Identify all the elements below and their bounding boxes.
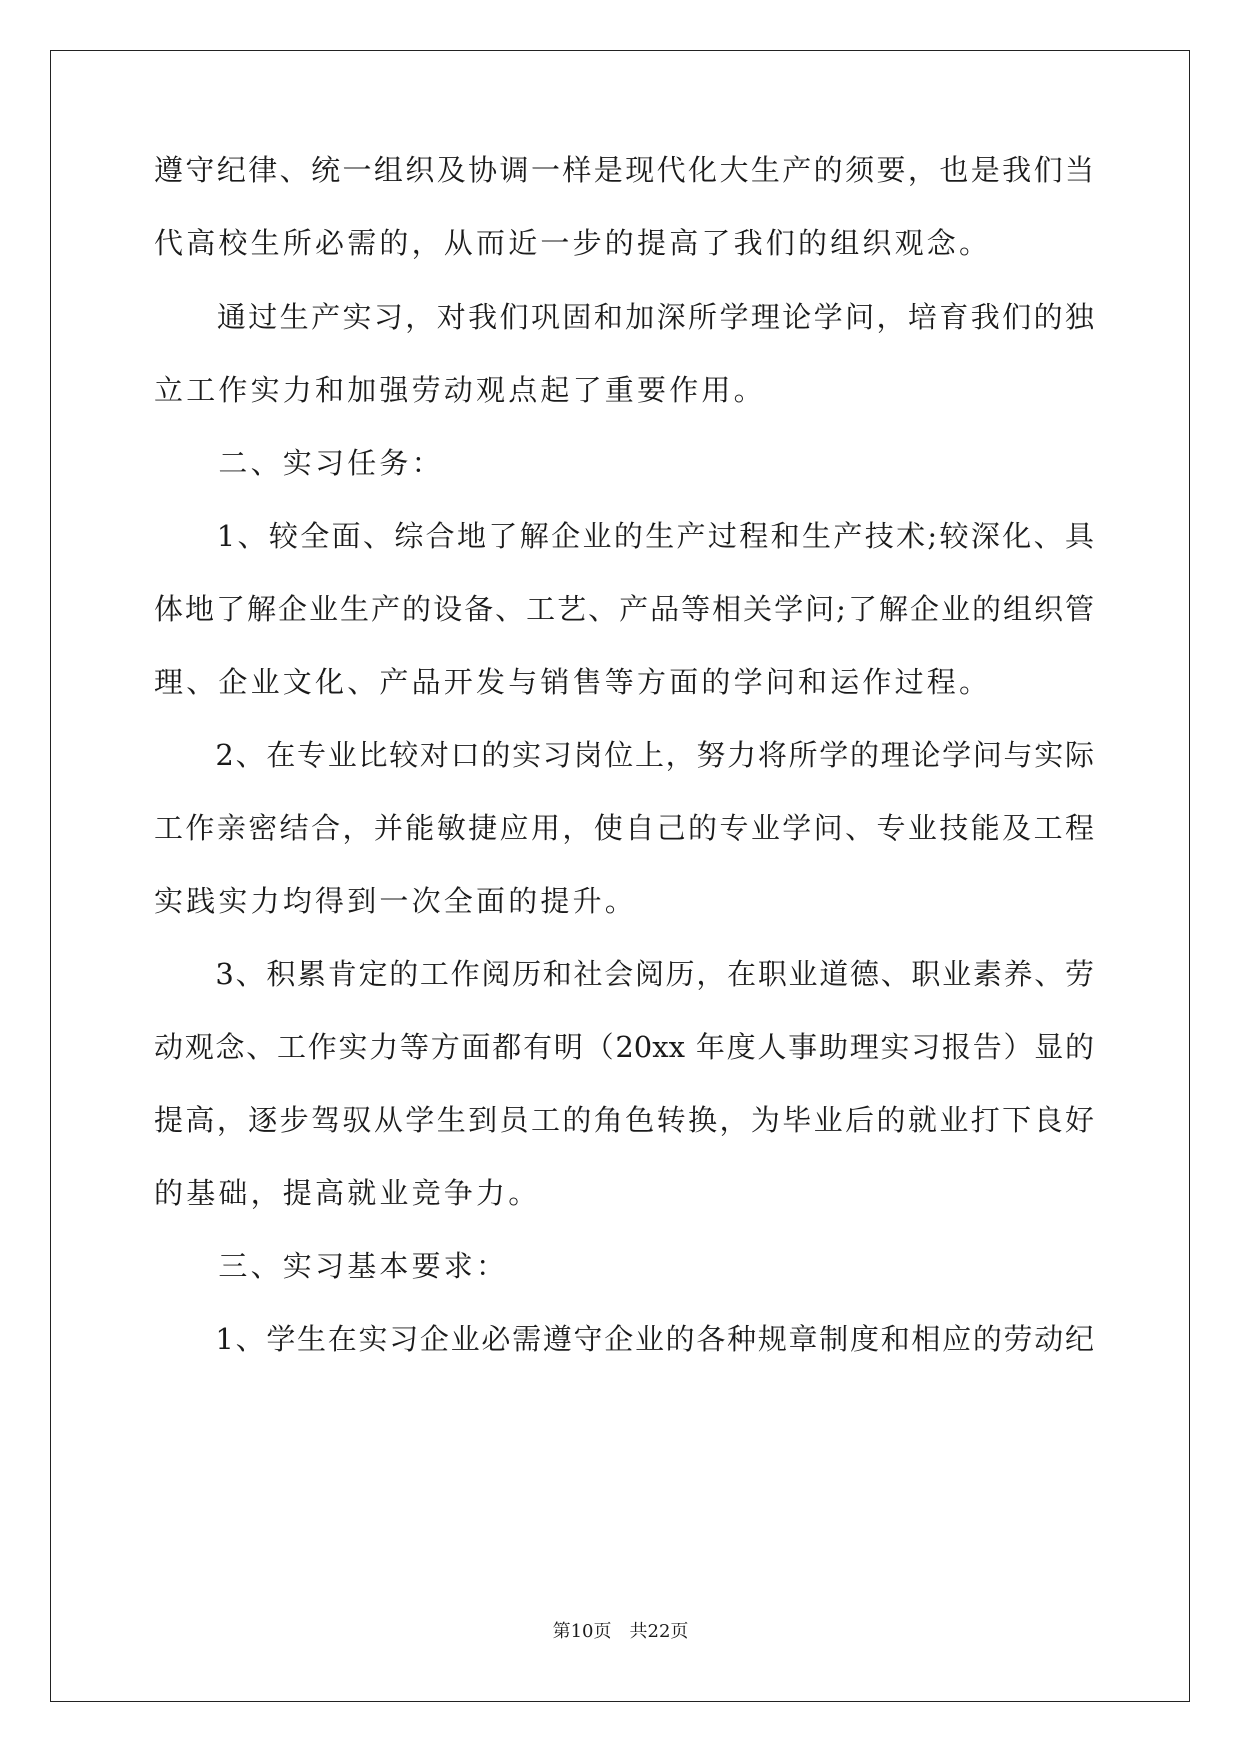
paragraph-line: 的基础，提高就业竞争力。 (154, 1176, 541, 1210)
paragraph-line: 理、企业文化、产品开发与销售等方面的学问和运作过程。 (154, 665, 992, 699)
paragraph-line: 动观念、工作实力等方面都有明（20xx 年度人事助理实习报告）显的 (154, 1030, 1094, 1064)
section-heading: 二、实习任务： (154, 446, 444, 480)
paragraph-line: 遵守纪律、统一组织及协调一样是现代化大生产的须要，也是我们当 (154, 153, 1094, 187)
paragraph-line: 1、学生在实习企业必需遵守企业的各种规章制度和相应的劳动纪 (154, 1322, 1094, 1356)
paragraph-line: 通过生产实习，对我们巩固和加深所学理论学问，培育我们的独 (154, 300, 1094, 334)
paragraph-line: 体地了解企业生产的设备、工艺、产品等相关学问;了解企业的组织管 (154, 592, 1094, 626)
paragraph-line: 1、较全面、综合地了解企业的生产过程和生产技术;较深化、具 (154, 519, 1094, 553)
paragraph-line: 立工作实力和加强劳动观点起了重要作用。 (154, 373, 766, 407)
paragraph-line: 提高，逐步驾驭从学生到员工的角色转换，为毕业后的就业打下良好 (154, 1103, 1094, 1137)
section-heading: 三、实习基本要求： (154, 1249, 509, 1283)
paragraph-line: 代高校生所必需的，从而近一步的提高了我们的组织观念。 (154, 226, 992, 260)
paragraph-line: 实践实力均得到一次全面的提升。 (154, 884, 638, 918)
page-number-footer: 第10页 共22页 (552, 1621, 689, 1642)
paragraph-line: 工作亲密结合，并能敏捷应用，使自己的专业学问、专业技能及工程 (154, 811, 1094, 845)
paragraph-line: 3、积累肯定的工作阅历和社会阅历，在职业道德、职业素养、劳 (154, 957, 1094, 991)
paragraph-line: 2、在专业比较对口的实习岗位上，努力将所学的理论学问与实际 (154, 738, 1094, 772)
